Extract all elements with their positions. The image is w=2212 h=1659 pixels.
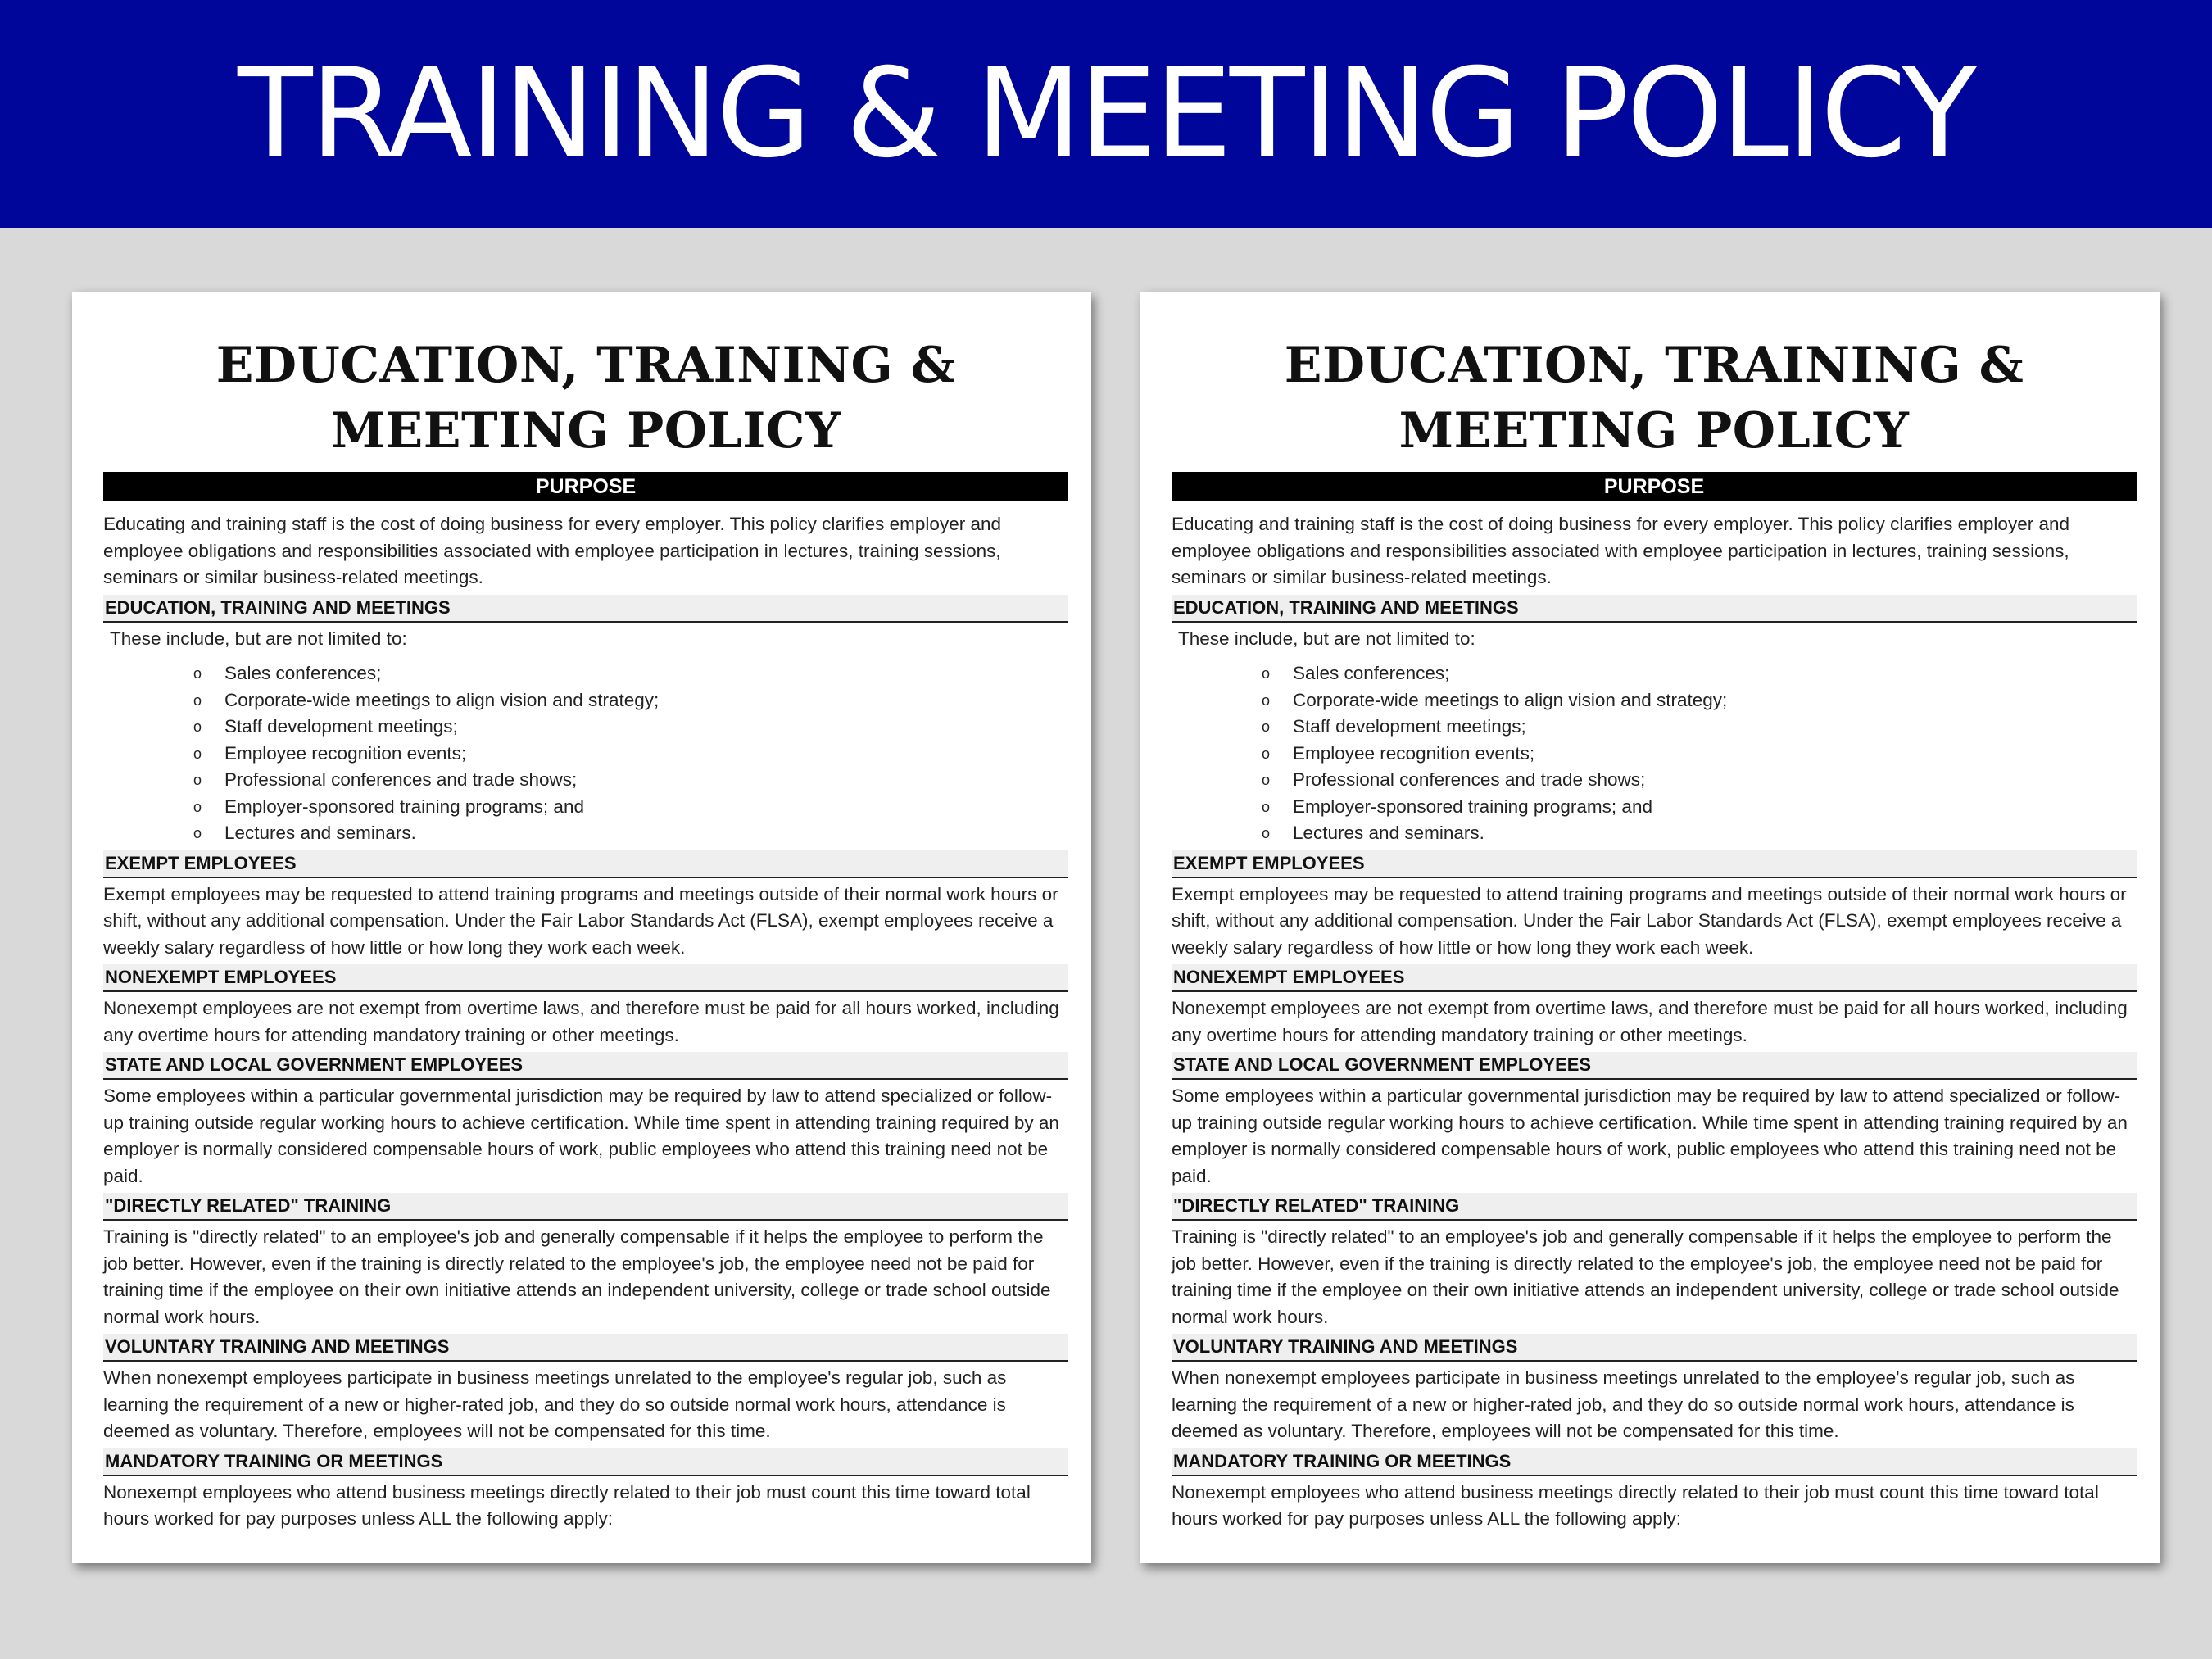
list-item-text: Professional conferences and trade shows; (224, 769, 578, 790)
bullet-icon: o (193, 691, 202, 709)
list-item-text: Employee recognition events; (1293, 742, 1535, 764)
section-heading: EDUCATION, TRAINING AND MEETINGS (1172, 595, 2137, 623)
list-item-text: Lectures and seminars. (224, 823, 416, 843)
list-item-text: Sales conferences; (1293, 663, 1450, 683)
section-heading: NONEXEMPT EMPLOYEES (1172, 964, 2137, 992)
bullet-icon: o (193, 798, 202, 815)
section-text: Nonexempt employees are not exempt from overtime laws, and therefore must be paid for all hours worked, including any overtime hours for attending mandatory training or other meetings. (1172, 998, 2128, 1045)
bullet-icon: o (1262, 798, 1271, 815)
section-heading: VOLUNTARY TRAINING AND MEETINGS (103, 1334, 1068, 1362)
list-item-text: Sales conferences; (224, 663, 382, 683)
section-text: When nonexempt employees participate in business meetings unrelated to the employee's regular job, such as learning the requirement of a new or higher-rated job, and they do so outside normal work hours, attendance is deemed as voluntary. Therefore, employees will not be compensated for this time. (1172, 1367, 2075, 1441)
section-text: Nonexempt employees who attend business meetings directly related to their job must count this time toward total hours worked for pay purposes unless ALL the following apply: (103, 1481, 1031, 1529)
section-text: Training is "directly related" to an employee's job and generally compensable if it helps the employee to perform the job better. However, even if the training is directly related to the employee's job, the employee need not be paid for training time if the employee on their own initiative attends an independent university, college or trade school outside normal work hours. (1172, 1226, 2119, 1327)
section-heading: MANDATORY TRAINING OR MEETINGS (1172, 1448, 2137, 1476)
section-heading: STATE AND LOCAL GOVERNMENT EMPLOYEES (1172, 1052, 2137, 1080)
list-item-text: Employer-sponsored training programs; and (1293, 796, 1652, 817)
bullet-icon: o (193, 718, 202, 735)
list-item (1262, 660, 2137, 687)
bullet-icon: o (193, 825, 202, 841)
purpose-heading: PURPOSE (1172, 472, 2137, 501)
bullet-list (1172, 660, 2137, 847)
list-item (193, 660, 1068, 687)
bullet-icon: o (1262, 825, 1271, 841)
section-text: Nonexempt employees are not exempt from overtime laws, and therefore must be paid for all hours worked, including any overtime hours for attending mandatory training or other meetings. (103, 998, 1059, 1045)
purpose-text: Educating and training staff is the cost of doing business for every employer. This policy clarifies employer and employee obligations and responsibilities associated with employee participation in lectures, training sessions, seminars or similar business-related meetings. (103, 514, 1001, 587)
list-item (193, 741, 1068, 768)
list-item (1262, 767, 2137, 794)
document-title: EDUCATION, TRAINING & MEETING POLICY (1284, 337, 2024, 460)
list-item (1262, 794, 2137, 821)
section-heading: VOLUNTARY TRAINING AND MEETINGS (1172, 1334, 2137, 1362)
document-title: EDUCATION, TRAINING & MEETING POLICY (215, 337, 956, 460)
purpose-text: Educating and training staff is the cost of doing business for every employer. This policy clarifies employer and employee obligations and responsibilities associated with employee participation in lectures, training sessions, seminars or similar business-related meetings. (1172, 514, 2069, 587)
list-item-text: Employer-sponsored training programs; and (224, 796, 584, 817)
section-intro: These include, but are not limited to: (1178, 628, 1475, 649)
list-item-text: Staff development meetings; (224, 716, 458, 737)
section-text: Training is "directly related" to an employee's job and generally compensable if it helps the employee to perform the job better. However, even if the training is directly related to the employee's job, the employee need not be paid for training time if the employee on their own initiative attends an independent university, college or trade school outside normal work hours. (103, 1226, 1051, 1327)
purpose-heading: PURPOSE (103, 472, 1068, 501)
policy-page-right (1140, 292, 2160, 1563)
list-item (193, 820, 1068, 847)
bullet-icon: o (1262, 772, 1271, 788)
banner (0, 0, 2212, 228)
section-heading: EDUCATION, TRAINING AND MEETINGS (103, 595, 1068, 623)
section-heading: EXEMPT EMPLOYEES (103, 850, 1068, 878)
section-heading: EXEMPT EMPLOYEES (1172, 850, 2137, 878)
section-text: Some employees within a particular governmental jurisdiction may be required by law to attend specialized or follow-up training outside regular working hours to achieve certification. While time spent in attending training required by an employer is normally considered compensable hours of work, public employees who attend this training need not be paid. (1172, 1086, 2128, 1186)
list-item (193, 687, 1068, 714)
policy-page-left (72, 292, 1091, 1563)
bullet-icon: o (1262, 718, 1271, 735)
section-heading: NONEXEMPT EMPLOYEES (103, 964, 1068, 992)
section-text: Exempt employees may be requested to attend training programs and meetings outside of their normal work hours or shift, without any additional compensation. Under the Fair Labor Standards Act (FLSA), exempt employees receive a weekly salary regardless of how little or how long they work each week. (1172, 883, 2127, 958)
section-text: Exempt employees may be requested to attend training programs and meetings outside of their normal work hours or shift, without any additional compensation. Under the Fair Labor Standards Act (FLSA), exempt employees receive a weekly salary regardless of how little or how long they work each week. (103, 883, 1058, 958)
list-item (193, 714, 1068, 741)
section-intro: These include, but are not limited to: (110, 628, 407, 649)
list-item-text: Employee recognition events; (224, 742, 467, 764)
list-item-text: Staff development meetings; (1293, 716, 1526, 737)
section-heading: "DIRECTLY RELATED" TRAINING (1172, 1193, 2137, 1221)
bullet-icon: o (193, 772, 202, 788)
list-item (1262, 714, 2137, 741)
list-item-text: Corporate-wide meetings to align vision and strategy; (224, 689, 660, 710)
section-heading: MANDATORY TRAINING OR MEETINGS (103, 1448, 1068, 1476)
banner-title: TRAINING & MEETING POLICY (238, 43, 1974, 185)
list-item (193, 767, 1068, 794)
section-heading: STATE AND LOCAL GOVERNMENT EMPLOYEES (103, 1052, 1068, 1080)
bullet-icon: o (1262, 691, 1271, 709)
bullet-list (103, 660, 1068, 847)
list-item-text: Lectures and seminars. (1293, 823, 1484, 843)
section-text: When nonexempt employees participate in business meetings unrelated to the employee's regular job, such as learning the requirement of a new or higher-rated job, and they do so outside normal work hours, attendance is deemed as voluntary. Therefore, employees will not be compensated for this time. (103, 1367, 1007, 1441)
list-item (1262, 687, 2137, 714)
section-text: Some employees within a particular governmental jurisdiction may be required by law to attend specialized or follow-up training outside regular working hours to achieve certification. While time spent in attending training required by an employer is normally considered compensable hours of work, public employees who attend this training need not be paid. (103, 1086, 1059, 1186)
list-item (1262, 741, 2137, 768)
list-item (1262, 820, 2137, 847)
bullet-icon: o (1262, 745, 1271, 762)
bullet-icon: o (193, 745, 202, 762)
bullet-icon: o (193, 665, 202, 682)
section-text: Nonexempt employees who attend business meetings directly related to their job must count this time toward total hours worked for pay purposes unless ALL the following apply: (1172, 1481, 2099, 1529)
list-item-text: Professional conferences and trade shows; (1293, 769, 1646, 790)
bullet-icon: o (1262, 665, 1271, 682)
section-heading: "DIRECTLY RELATED" TRAINING (103, 1193, 1068, 1221)
list-item (193, 794, 1068, 821)
list-item-text: Corporate-wide meetings to align vision and strategy; (1293, 689, 1728, 710)
